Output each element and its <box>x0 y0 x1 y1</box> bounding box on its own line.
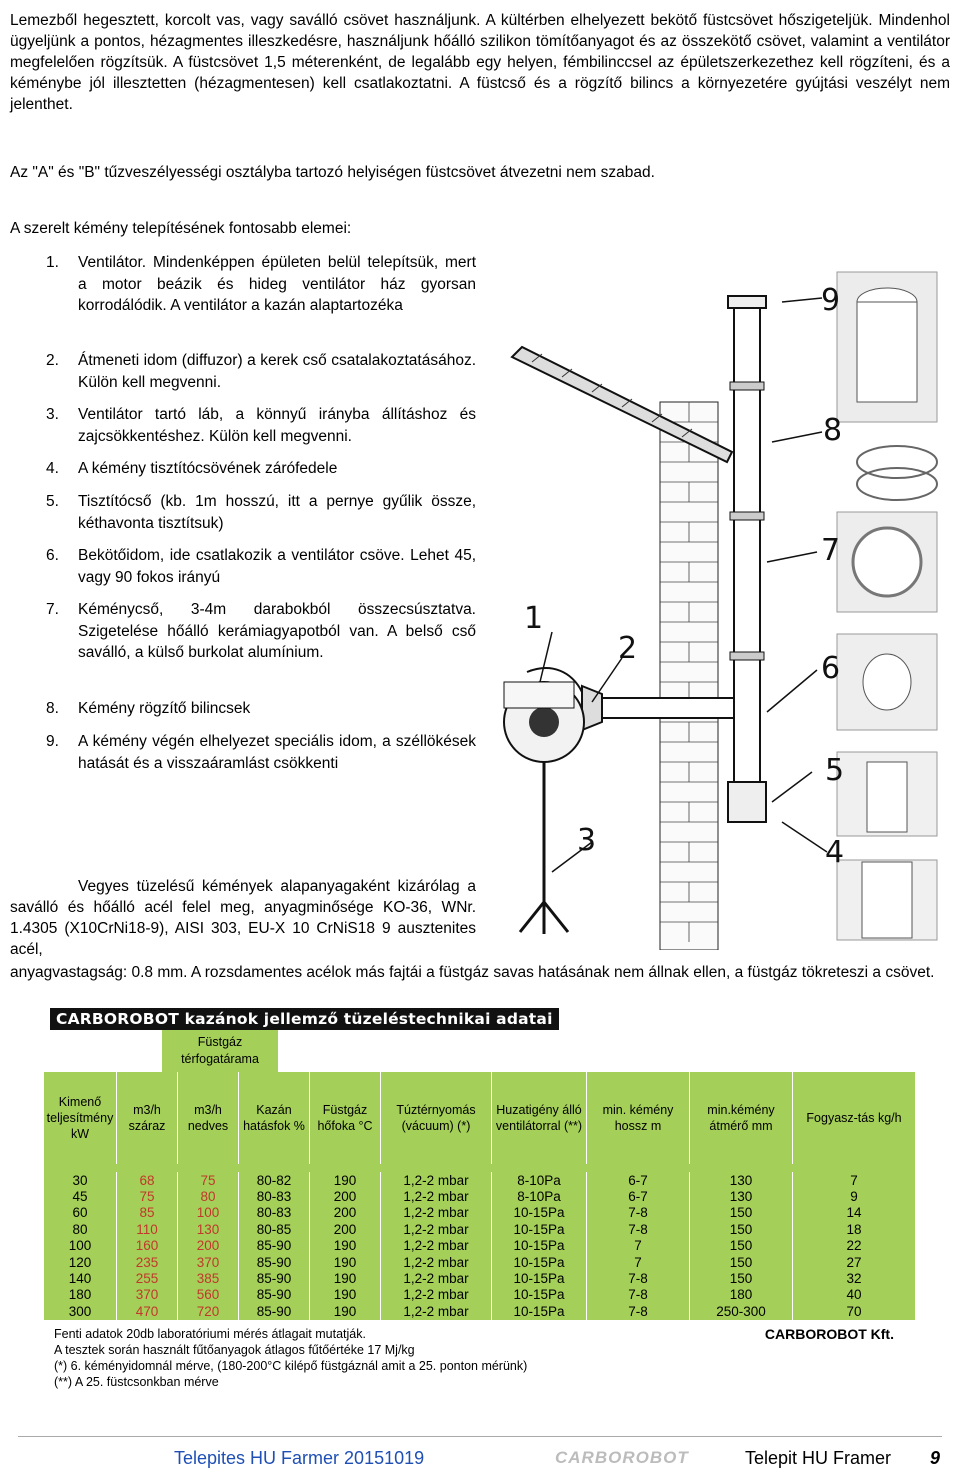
label-2: 2 <box>618 631 638 666</box>
table-cell: 7 <box>587 1238 690 1254</box>
item-text: Tisztítócső (kb. 1m hosszú, itt a pernye gyűlik össze, kéthavonta tisztítsuk) <box>78 493 476 532</box>
table-group-header: Füstgáz térfogatárama <box>162 1030 278 1074</box>
list-item <box>46 404 476 447</box>
table-cell: 1,2-2 mbar <box>381 1238 492 1254</box>
table-cell: 70 <box>793 1303 916 1319</box>
item-text: Kémény rögzítő bilincsek <box>78 700 251 717</box>
item-number: 6. <box>46 547 59 564</box>
table-row <box>44 1254 916 1270</box>
col-header: Túztérnyomás (vácuum) (*) <box>381 1072 492 1164</box>
table-cell: 235 <box>117 1254 178 1270</box>
table-cell: 560 <box>178 1287 239 1303</box>
table-row <box>44 1270 916 1286</box>
table-cell: 7-8 <box>587 1221 690 1237</box>
chimney-installation-illustration <box>482 262 952 950</box>
table-cell: 7-8 <box>587 1270 690 1286</box>
item-text: Bekötőidom, ide csatlakozik a ventilátor csöve. Lehet 45, vagy 90 fokos irányú <box>78 547 476 586</box>
table-cell: 200 <box>310 1188 381 1204</box>
chimney-pipe <box>728 296 766 822</box>
table-cell: 200 <box>310 1205 381 1221</box>
intro-paragraph-1: Lemezből hegesztett, korcolt vas, vagy saválló csövet használjunk. A kültérben elhelyezett bekötő füstcsövet hőszigeteljük. Mindenhol ügyeljünk a pontos, hézagmentes illeszkedésre, használjunk hőálló szilikon tömítőanyagot és az összekötő csövet, valamint a ventilátor megfelelően rögzítsük. A füstcsövet 1,5 méterenként, de legalább egy helyen, fémbilinccsel az épületszerkezethez kell rögzíteni, és a kéménybe jól illesztetten (hézagmentesen) kell csatlakoztatni. A füstcső és a rögzítő bilincs a környezetére gyújtási veszélyt nem jelenthet. <box>10 12 950 113</box>
material-paragraph-continued: anyagvastagság: 0.8 mm. A rozsdamentes acélok más fajtái a füstgáz savas hatásának nem állnak ellen, a füstgáz tökreteszi a csövet. <box>10 964 935 981</box>
label-8: 8 <box>823 413 843 448</box>
table-cell: 190 <box>310 1238 381 1254</box>
table-cell: 130 <box>178 1221 239 1237</box>
item-text: A kémény végén elhelyezet speciális idom, a széllökések hatását és a visszaáramlást csökkenti <box>78 733 476 772</box>
footer-divider <box>18 1436 942 1437</box>
table-cell: 30 <box>44 1172 117 1188</box>
intro-paragraph-2: Az "A" és "B" tűzveszélyességi osztályba tartozó helyiségen füstcsövet átvezetni nem szabad. <box>10 164 655 181</box>
label-3: 3 <box>577 823 597 858</box>
table-cell: 80 <box>178 1188 239 1204</box>
table-cell: 85-90 <box>239 1254 310 1270</box>
table-cell: 130 <box>690 1188 793 1204</box>
table-cell: 1,2-2 mbar <box>381 1205 492 1221</box>
table-cell: 80 <box>44 1221 117 1237</box>
table-cell: 180 <box>44 1287 117 1303</box>
table-cell: 75 <box>178 1172 239 1188</box>
table-cell: 14 <box>793 1205 916 1221</box>
table-cell: 7-8 <box>587 1205 690 1221</box>
table-cell: 10-15Pa <box>492 1205 587 1221</box>
list-item <box>46 350 476 393</box>
brick-wall <box>660 402 718 950</box>
table-cell: 18 <box>793 1221 916 1237</box>
item-number: 8. <box>46 700 59 717</box>
table-row <box>44 1188 916 1204</box>
table-row <box>44 1287 916 1303</box>
table-cell: 1,2-2 mbar <box>381 1287 492 1303</box>
material-paragraph <box>10 876 476 960</box>
table-cell: 385 <box>178 1270 239 1286</box>
table-cell: 190 <box>310 1172 381 1188</box>
table-cell: 200 <box>178 1238 239 1254</box>
list-item <box>46 731 476 774</box>
item-text: Átmeneti idom (diffuzor) a kerek cső csatalakoztatásához. Külön kell megvenni. <box>78 352 476 391</box>
label-7: 7 <box>821 533 841 568</box>
item-number: 7. <box>46 601 59 618</box>
table-cell: 150 <box>690 1221 793 1237</box>
table-note: Fenti adatok 20db laboratóriumi mérés átlagait mutatják. <box>54 1327 366 1341</box>
footer-right-text: Telepit HU Framer <box>745 1448 892 1468</box>
table-cell: 8-10Pa <box>492 1188 587 1204</box>
table-cell: 7-8 <box>587 1287 690 1303</box>
table-cell: 85-90 <box>239 1238 310 1254</box>
col-header: Füstgáz hőfoka °C <box>310 1072 381 1164</box>
item-number: 3. <box>46 406 59 423</box>
item-number: 9. <box>46 733 59 750</box>
table-cell: 40 <box>793 1287 916 1303</box>
col-header: m3/h száraz <box>117 1072 178 1164</box>
table-cell: 140 <box>44 1270 117 1286</box>
company-name: CARBOROBOT Kft. <box>764 1326 894 1342</box>
table-note: A tesztek során használt fűtőanyagok átlagos fűtőértéke 17 Mj/kg <box>54 1343 415 1357</box>
table-cell: 150 <box>690 1205 793 1221</box>
table-cell: 80-83 <box>239 1205 310 1221</box>
material-text-1: Vegyes tüzelésű kémények alapanyagaként kizárólag a saválló és hőálló acél felel meg, anyagminősége KO-36, WNr. 1.4305 (X10CrNi18-9), AISI 303, EU-X 10 CrNiS18 9 ausztenites acél, <box>10 878 476 958</box>
label-9: 9 <box>821 283 841 318</box>
table-note: (*) 6. kéményidomnál mérve, (180-200°C kilépő füstgáznál amit a 25. ponton mérünk) <box>54 1359 528 1373</box>
col-header: m3/h nedves <box>178 1072 239 1164</box>
list-item <box>46 252 476 317</box>
table-header-row <box>44 1072 916 1164</box>
list-item <box>46 698 476 720</box>
item-number: 5. <box>46 493 59 510</box>
table-cell: 1,2-2 mbar <box>381 1221 492 1237</box>
item-number: 2. <box>46 352 59 369</box>
intro-paragraph-3: A szerelt kémény telepítésének fontosabb elemei: <box>10 220 352 237</box>
item-number: 4. <box>46 460 59 477</box>
table-cell: 85-90 <box>239 1270 310 1286</box>
label-1: 1 <box>524 601 544 636</box>
item-number: 1. <box>46 254 59 271</box>
table-cell: 1,2-2 mbar <box>381 1188 492 1204</box>
table-cell: 110 <box>117 1221 178 1237</box>
table-cell: 100 <box>44 1238 117 1254</box>
table-cell: 6-7 <box>587 1172 690 1188</box>
table-note: (**) A 25. füstcsonkban mérve <box>54 1375 219 1389</box>
page-number: 9 <box>930 1448 941 1468</box>
table-cell: 10-15Pa <box>492 1303 587 1319</box>
item-text: A kémény tisztítócsövének zárófedele <box>78 460 338 477</box>
table-cell: 60 <box>44 1205 117 1221</box>
table-cell: 100 <box>178 1205 239 1221</box>
table-cell: 68 <box>117 1172 178 1188</box>
label-5: 5 <box>825 753 845 788</box>
label-4: 4 <box>825 835 845 870</box>
table-cell: 190 <box>310 1303 381 1319</box>
table-cell: 470 <box>117 1303 178 1319</box>
list-item <box>46 458 476 480</box>
table-cell: 80-82 <box>239 1172 310 1188</box>
table-cell: 10-15Pa <box>492 1254 587 1270</box>
component-photos <box>837 272 937 940</box>
boiler-data-table <box>44 1008 916 1408</box>
table-title: CARBOROBOT kazánok jellemző tüzeléstechnikai adatai <box>50 1008 559 1030</box>
table-cell: 1,2-2 mbar <box>381 1303 492 1319</box>
table-cell: 720 <box>178 1303 239 1319</box>
table-cell: 370 <box>178 1254 239 1270</box>
table-spacer-row <box>44 1164 916 1172</box>
item-text: Ventilátor tartó láb, a könnyű irányba állításhoz és zajcsökkentéshez. Külön kell megvenni. <box>78 406 476 445</box>
table-cell: 80-83 <box>239 1188 310 1204</box>
item-text: Kéménycső, 3-4m darabokból összecsúsztatva. Szigetelése hőálló kerámiagyapotból van. A belső cső saválló, a külső burkolat alumínium. <box>78 601 476 661</box>
table-cell: 180 <box>690 1287 793 1303</box>
col-header: Kazán hatásfok % <box>239 1072 310 1164</box>
table-cell: 1,2-2 mbar <box>381 1172 492 1188</box>
table-cell: 27 <box>793 1254 916 1270</box>
table-row <box>44 1172 916 1188</box>
table-cell: 250-300 <box>690 1303 793 1319</box>
footer-logo: CARBOROBOT <box>555 1448 689 1467</box>
table-cell: 7-8 <box>587 1303 690 1319</box>
table-cell: 32 <box>793 1270 916 1286</box>
table-cell: 85-90 <box>239 1303 310 1319</box>
table-cell: 45 <box>44 1188 117 1204</box>
table-cell: 190 <box>310 1270 381 1286</box>
table-row <box>44 1238 916 1254</box>
item-text: Ventilátor. Mindenképpen épületen belül telepítsük, mert a motor beázik és hideg ventilátor ház gyorsan korrodálódik. A ventilátor a kazán alaptartozéka <box>78 254 476 314</box>
table-cell: 1,2-2 mbar <box>381 1270 492 1286</box>
table-cell: 150 <box>690 1238 793 1254</box>
table-cell: 9 <box>793 1188 916 1204</box>
col-header: Fogyasz-tás kg/h <box>793 1072 916 1164</box>
table-cell: 190 <box>310 1287 381 1303</box>
table-cell: 10-15Pa <box>492 1221 587 1237</box>
list-item <box>46 491 476 534</box>
table-cell: 370 <box>117 1287 178 1303</box>
table-cell: 22 <box>793 1238 916 1254</box>
table-row <box>44 1303 916 1319</box>
table-notes <box>54 1326 527 1390</box>
fan <box>504 668 584 762</box>
table-cell: 80-85 <box>239 1221 310 1237</box>
table-cell: 10-15Pa <box>492 1238 587 1254</box>
col-header: min.kémény átmérő mm <box>690 1072 793 1164</box>
table-cell: 85-90 <box>239 1287 310 1303</box>
label-6: 6 <box>821 651 841 686</box>
table-cell: 75 <box>117 1188 178 1204</box>
col-header: Huzatigény álló ventilátorral (**) <box>492 1072 587 1164</box>
table-cell: 7 <box>793 1172 916 1188</box>
table-cell: 130 <box>690 1172 793 1188</box>
table-cell: 150 <box>690 1270 793 1286</box>
table-cell: 8-10Pa <box>492 1172 587 1188</box>
fan-stand <box>520 762 568 934</box>
list-item <box>46 545 476 588</box>
table-row <box>44 1221 916 1237</box>
table-cell: 255 <box>117 1270 178 1286</box>
table-cell: 300 <box>44 1303 117 1319</box>
col-header: min. kémény hossz m <box>587 1072 690 1164</box>
table-cell: 200 <box>310 1221 381 1237</box>
table-cell: 1,2-2 mbar <box>381 1254 492 1270</box>
table-cell: 6-7 <box>587 1188 690 1204</box>
table-cell: 120 <box>44 1254 117 1270</box>
table-grid <box>44 1072 916 1320</box>
col-header: Kimenő teljesítmény kW <box>44 1072 117 1164</box>
table-cell: 160 <box>117 1238 178 1254</box>
table-cell: 190 <box>310 1254 381 1270</box>
table-row <box>44 1205 916 1221</box>
table-cell: 10-15Pa <box>492 1270 587 1286</box>
footer-document-id: Telepites HU Farmer 20151019 <box>174 1448 425 1468</box>
table-cell: 7 <box>587 1254 690 1270</box>
list-item <box>46 599 476 664</box>
table-cell: 10-15Pa <box>492 1287 587 1303</box>
table-cell: 85 <box>117 1205 178 1221</box>
table-cell: 150 <box>690 1254 793 1270</box>
